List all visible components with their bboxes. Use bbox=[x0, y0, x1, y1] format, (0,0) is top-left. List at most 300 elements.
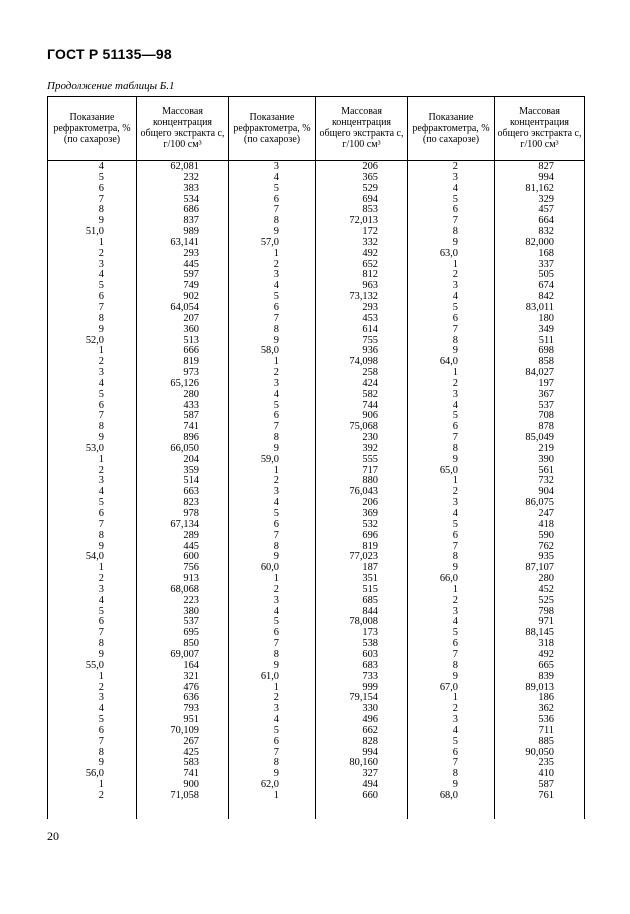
table-cell: 978 bbox=[183, 508, 199, 519]
table-cell: 2 bbox=[452, 269, 458, 281]
table-cell: 424 bbox=[362, 377, 378, 389]
table-cell: 587 bbox=[538, 779, 554, 791]
table-cell: 5 bbox=[273, 508, 279, 519]
table-cell: 58,0 bbox=[260, 345, 279, 357]
table-cell: 206 bbox=[362, 161, 378, 172]
table-cell: 9 bbox=[98, 432, 104, 444]
table-cell: 597 bbox=[183, 269, 199, 281]
table-cell: 56,0 bbox=[85, 768, 104, 780]
table-cell: 5 bbox=[452, 518, 458, 530]
table-cell: 81,162 bbox=[525, 182, 554, 194]
table-cell: 636 bbox=[183, 692, 199, 704]
table-cell: 64,054 bbox=[170, 301, 199, 313]
table-cell: 2 bbox=[98, 356, 104, 368]
table-cell: 744 bbox=[362, 399, 378, 411]
table-cell: 8 bbox=[273, 540, 279, 552]
table-cell: 819 bbox=[183, 356, 199, 368]
header-label: Показание рефрактометра, % (по сахарозе) bbox=[412, 111, 490, 145]
table-cell: 756 bbox=[183, 562, 199, 574]
table-cell: 2 bbox=[273, 475, 279, 487]
table-cell: 1 bbox=[452, 692, 458, 704]
table-cell: 4 bbox=[273, 280, 279, 292]
table-cell: 878 bbox=[538, 421, 554, 433]
table-cell: 683 bbox=[362, 659, 378, 671]
table-cell: 2 bbox=[273, 692, 279, 704]
table-cell: 600 bbox=[183, 551, 199, 563]
table-cell: 67,134 bbox=[170, 518, 199, 530]
table-cell: 583 bbox=[183, 757, 199, 769]
table-cell: 2 bbox=[273, 583, 279, 595]
table-cell: 8 bbox=[452, 659, 458, 671]
table-cell: 755 bbox=[362, 334, 378, 346]
table-cell: 1 bbox=[452, 367, 458, 379]
table-cell: 9 bbox=[273, 334, 279, 346]
table-cell: 232 bbox=[183, 171, 199, 183]
table-cell: 7 bbox=[273, 312, 279, 324]
table-cell: 494 bbox=[362, 779, 378, 791]
table-cell: 2 bbox=[98, 247, 104, 259]
table-cell: 1 bbox=[273, 247, 279, 259]
table-cell: 614 bbox=[362, 323, 378, 335]
table-cell: 289 bbox=[183, 529, 199, 541]
table-cell: 76,043 bbox=[349, 486, 378, 498]
table-cell: 267 bbox=[183, 735, 199, 747]
table-cell: 3 bbox=[98, 583, 104, 595]
table-cell: 1 bbox=[273, 464, 279, 476]
table-cell: 511 bbox=[538, 334, 554, 346]
table-cell: 666 bbox=[183, 345, 199, 357]
table-cell: 994 bbox=[362, 746, 378, 758]
table-cell: 54,0 bbox=[85, 551, 104, 563]
table-cell: 6 bbox=[452, 638, 458, 650]
table-cell: 1 bbox=[452, 258, 458, 270]
table-cell: 51,0 bbox=[85, 226, 104, 238]
table-cell: 77,023 bbox=[349, 551, 378, 563]
table-cell: 52,0 bbox=[85, 334, 104, 346]
table-cell: 971 bbox=[538, 616, 554, 628]
table-cell: 207 bbox=[183, 312, 199, 324]
table-cell: 67,0 bbox=[439, 681, 458, 693]
table-cell: 8 bbox=[273, 215, 279, 227]
table-cell: 1 bbox=[273, 573, 279, 585]
table-cell: 74,098 bbox=[349, 356, 378, 368]
table-cell: 62,081 bbox=[170, 161, 199, 172]
table-cell: 6 bbox=[98, 616, 104, 628]
table-cell: 280 bbox=[183, 388, 199, 400]
table-cell: 4 bbox=[98, 377, 104, 389]
table-cell: 3 bbox=[273, 269, 279, 281]
table-cell: 452 bbox=[538, 583, 554, 595]
table-cell: 6 bbox=[452, 746, 458, 758]
table-cell: 674 bbox=[538, 280, 554, 292]
table-cell: 4 bbox=[273, 171, 279, 183]
table-cell: 819 bbox=[362, 540, 378, 552]
table-cell: 2 bbox=[452, 594, 458, 606]
table-cell: 660 bbox=[362, 789, 378, 801]
table-cell: 476 bbox=[183, 681, 199, 693]
table-cell: 1 bbox=[452, 475, 458, 487]
table-cell: 5 bbox=[98, 388, 104, 400]
table-cell: 9 bbox=[452, 453, 458, 465]
table-cell: 1 bbox=[273, 789, 279, 801]
table-cell: 3 bbox=[98, 475, 104, 487]
column-concentration-3 bbox=[494, 162, 554, 802]
header-refractometer-3 bbox=[408, 96, 494, 160]
table-cell: 793 bbox=[183, 703, 199, 715]
table-cell: 749 bbox=[183, 280, 199, 292]
table-cell: 61,0 bbox=[260, 670, 279, 682]
table-cell: 258 bbox=[362, 367, 378, 379]
table-cell: 6 bbox=[452, 421, 458, 433]
document-header: ГОСТ Р 51135—98 bbox=[47, 46, 172, 62]
table-cell: 7 bbox=[452, 648, 458, 660]
table-cell: 3 bbox=[98, 692, 104, 704]
table-cell: 1 bbox=[98, 779, 104, 791]
table-cell: 78,008 bbox=[349, 616, 378, 628]
table-cell: 4 bbox=[98, 269, 104, 281]
table-cell: 5 bbox=[452, 735, 458, 747]
table-cell: 9 bbox=[98, 323, 104, 335]
table-cell: 9 bbox=[273, 551, 279, 563]
table-cell: 425 bbox=[183, 746, 199, 758]
table-cell: 555 bbox=[362, 453, 378, 465]
table-cell: 362 bbox=[538, 703, 554, 715]
table-cell: 696 bbox=[362, 529, 378, 541]
table-cell: 7 bbox=[452, 432, 458, 444]
table-cell: 79,154 bbox=[349, 692, 378, 704]
table-cell: 5 bbox=[98, 605, 104, 617]
column-refractometer-2 bbox=[228, 162, 279, 802]
table-cell: 206 bbox=[362, 497, 378, 509]
table-cell: 7 bbox=[452, 323, 458, 335]
table-cell: 906 bbox=[362, 410, 378, 422]
table-cell: 247 bbox=[538, 508, 554, 519]
header-label: Массовая концентрация общего экстракта c, г/100 см³ bbox=[497, 106, 582, 150]
table-cell: 8 bbox=[98, 312, 104, 324]
table-cell: 761 bbox=[538, 789, 554, 801]
table-cell: 561 bbox=[538, 464, 554, 476]
table-cell: 7 bbox=[98, 301, 104, 313]
table-cell: 88,145 bbox=[525, 627, 554, 639]
table-cell: 457 bbox=[538, 204, 554, 216]
table-cell: 4 bbox=[452, 616, 458, 628]
table-cell: 280 bbox=[538, 573, 554, 585]
table-cell: 3 bbox=[273, 486, 279, 498]
table-cell: 3 bbox=[452, 497, 458, 509]
table-cell: 8 bbox=[98, 204, 104, 216]
table-cell: 3 bbox=[98, 258, 104, 270]
table-cell: 3 bbox=[273, 161, 279, 172]
table-cell: 6 bbox=[98, 182, 104, 194]
header-label: Массовая концентрация общего экстракта c, г/100 см³ bbox=[140, 106, 225, 150]
table-cell: 902 bbox=[183, 291, 199, 303]
table-cell: 90,050 bbox=[525, 746, 554, 758]
table-cell: 850 bbox=[183, 638, 199, 650]
table-cell: 514 bbox=[183, 475, 199, 487]
table-cell: 4 bbox=[273, 714, 279, 726]
table-cell: 85,049 bbox=[525, 432, 554, 444]
table-cell: 587 bbox=[183, 410, 199, 422]
table-cell: 4 bbox=[98, 161, 104, 172]
table-cell: 8 bbox=[452, 226, 458, 238]
table-cell: 4 bbox=[273, 497, 279, 509]
table-cell: 75,068 bbox=[349, 421, 378, 433]
table-cell: 7 bbox=[98, 627, 104, 639]
table-cell: 951 bbox=[183, 714, 199, 726]
table-cell: 6 bbox=[98, 399, 104, 411]
table-cell: 9 bbox=[273, 659, 279, 671]
table-cell: 695 bbox=[183, 627, 199, 639]
table-cell: 4 bbox=[98, 486, 104, 498]
table-cell: 694 bbox=[362, 193, 378, 205]
table-cell: 8 bbox=[273, 648, 279, 660]
table-cell: 9 bbox=[98, 215, 104, 227]
table-cell: 332 bbox=[362, 236, 378, 248]
table-cell: 9 bbox=[98, 540, 104, 552]
table-cell: 59,0 bbox=[260, 453, 279, 465]
table-cell: 827 bbox=[538, 161, 554, 172]
table-cell: 537 bbox=[538, 399, 554, 411]
table-cell: 187 bbox=[362, 562, 378, 574]
table-cell: 6 bbox=[273, 301, 279, 313]
table-cell: 4 bbox=[98, 594, 104, 606]
table-cell: 173 bbox=[362, 627, 378, 639]
table-cell: 762 bbox=[538, 540, 554, 552]
header-concentration-2 bbox=[316, 96, 407, 160]
table-cell: 994 bbox=[538, 171, 554, 183]
table-cell: 1 bbox=[98, 562, 104, 574]
table-cell: 842 bbox=[538, 291, 554, 303]
table-cell: 8 bbox=[98, 746, 104, 758]
table-cell: 369 bbox=[362, 508, 378, 519]
table-cell: 4 bbox=[452, 182, 458, 194]
table-cell: 5 bbox=[98, 714, 104, 726]
table-cell: 318 bbox=[538, 638, 554, 650]
header-label: Массовая концентрация общего экстракта c, г/100 см³ bbox=[319, 106, 404, 150]
table-cell: 223 bbox=[183, 594, 199, 606]
table-cell: 8 bbox=[273, 432, 279, 444]
table-cell: 5 bbox=[98, 497, 104, 509]
table-cell: 86,075 bbox=[525, 497, 554, 509]
table-cell: 392 bbox=[362, 442, 378, 454]
table-cell: 973 bbox=[183, 367, 199, 379]
table-cell: 8 bbox=[98, 421, 104, 433]
table-cell: 60,0 bbox=[260, 562, 279, 574]
table-cell: 9 bbox=[452, 562, 458, 574]
table-cell: 293 bbox=[362, 301, 378, 313]
table-cell: 3 bbox=[452, 171, 458, 183]
table-cell: 5 bbox=[98, 280, 104, 292]
table-cell: 7 bbox=[273, 421, 279, 433]
column-refractometer-3 bbox=[407, 162, 458, 802]
table-cell: 87,107 bbox=[525, 562, 554, 574]
table-cell: 698 bbox=[538, 345, 554, 357]
table-cell: 663 bbox=[183, 486, 199, 498]
table-cell: 844 bbox=[362, 605, 378, 617]
table-cell: 365 bbox=[362, 171, 378, 183]
column-concentration-1 bbox=[136, 162, 199, 802]
table-cell: 186 bbox=[538, 692, 554, 704]
table-cell: 9 bbox=[98, 757, 104, 769]
table-cell: 55,0 bbox=[85, 659, 104, 671]
table-cell: 741 bbox=[183, 768, 199, 780]
header-label: Показание рефрактометра, % (по сахарозе) bbox=[233, 111, 311, 145]
table-cell: 664 bbox=[538, 215, 554, 227]
table-cell: 7 bbox=[273, 529, 279, 541]
table-cell: 68,068 bbox=[170, 583, 199, 595]
table-cell: 496 bbox=[362, 714, 378, 726]
table-cell: 492 bbox=[538, 648, 554, 660]
table-cell: 525 bbox=[538, 594, 554, 606]
table-cell: 65,126 bbox=[170, 377, 199, 389]
table-cell: 590 bbox=[538, 529, 554, 541]
table-cell: 8 bbox=[452, 334, 458, 346]
table-cell: 5 bbox=[273, 616, 279, 628]
table-cell: 6 bbox=[98, 508, 104, 519]
table-cell: 885 bbox=[538, 735, 554, 747]
table-cell: 9 bbox=[452, 670, 458, 682]
table-cell: 9 bbox=[98, 648, 104, 660]
table-cell: 3 bbox=[273, 703, 279, 715]
table-cell: 812 bbox=[362, 269, 378, 281]
table-cell: 4 bbox=[452, 724, 458, 736]
table-cell: 180 bbox=[538, 312, 554, 324]
table-cell: 349 bbox=[538, 323, 554, 335]
table-cell: 204 bbox=[183, 453, 199, 465]
table-cell: 603 bbox=[362, 648, 378, 660]
table-cell: 359 bbox=[183, 464, 199, 476]
table-cell: 57,0 bbox=[260, 236, 279, 248]
table-cell: 9 bbox=[452, 779, 458, 791]
table-cell: 5 bbox=[452, 193, 458, 205]
table-cell: 685 bbox=[362, 594, 378, 606]
table-cell: 935 bbox=[538, 551, 554, 563]
table-cell: 1 bbox=[98, 453, 104, 465]
table-cell: 839 bbox=[538, 670, 554, 682]
table-cell: 330 bbox=[362, 703, 378, 715]
table-cell: 5 bbox=[452, 301, 458, 313]
table-cell: 6 bbox=[452, 312, 458, 324]
table-cell: 2 bbox=[98, 573, 104, 585]
table-cell: 515 bbox=[362, 583, 378, 595]
table-cell: 9 bbox=[273, 442, 279, 454]
table-cell: 5 bbox=[273, 399, 279, 411]
table-cell: 534 bbox=[183, 193, 199, 205]
table-cell: 662 bbox=[362, 724, 378, 736]
table-cell: 5 bbox=[273, 182, 279, 194]
table-cell: 732 bbox=[538, 475, 554, 487]
col-border bbox=[584, 96, 585, 819]
table-cell: 1 bbox=[98, 345, 104, 357]
table-cell: 7 bbox=[273, 638, 279, 650]
table-cell: 513 bbox=[183, 334, 199, 346]
table-cell: 708 bbox=[538, 410, 554, 422]
table-cell: 445 bbox=[183, 540, 199, 552]
table-cell: 72,013 bbox=[349, 215, 378, 227]
table-cell: 7 bbox=[98, 518, 104, 530]
table-cell: 913 bbox=[183, 573, 199, 585]
table-cell: 2 bbox=[98, 464, 104, 476]
table-cell: 390 bbox=[538, 453, 554, 465]
table-cell: 327 bbox=[362, 768, 378, 780]
table-cell: 7 bbox=[452, 215, 458, 227]
table-cell: 5 bbox=[273, 724, 279, 736]
table-cell: 68,0 bbox=[439, 789, 458, 801]
table-cell: 62,0 bbox=[260, 779, 279, 791]
table-cell: 453 bbox=[362, 312, 378, 324]
table-cell: 999 bbox=[362, 681, 378, 693]
table-cell: 880 bbox=[362, 475, 378, 487]
table-cell: 433 bbox=[183, 399, 199, 411]
table-cell: 823 bbox=[183, 497, 199, 509]
table-cell: 2 bbox=[98, 789, 104, 801]
table-cell: 6 bbox=[273, 518, 279, 530]
table-cell: 1 bbox=[273, 681, 279, 693]
table-cell: 2 bbox=[452, 161, 458, 172]
table-cell: 63,141 bbox=[170, 236, 199, 248]
table-cell: 3 bbox=[98, 367, 104, 379]
table-cell: 4 bbox=[273, 388, 279, 400]
table-cell: 383 bbox=[183, 182, 199, 194]
table-cell: 9 bbox=[273, 226, 279, 238]
table-cell: 168 bbox=[538, 247, 554, 259]
table-cell: 896 bbox=[183, 432, 199, 444]
table-cell: 418 bbox=[538, 518, 554, 530]
table-cell: 8 bbox=[452, 768, 458, 780]
table-cell: 6 bbox=[452, 529, 458, 541]
table-cell: 652 bbox=[362, 258, 378, 270]
table-cell: 6 bbox=[273, 735, 279, 747]
table-cell: 537 bbox=[183, 616, 199, 628]
table-cell: 798 bbox=[538, 605, 554, 617]
table-cell: 83,011 bbox=[525, 301, 554, 313]
table-cell: 293 bbox=[183, 247, 199, 259]
table-cell: 82,000 bbox=[525, 236, 554, 248]
table-cell: 6 bbox=[98, 724, 104, 736]
table-cell: 64,0 bbox=[439, 356, 458, 368]
table-cell: 4 bbox=[452, 508, 458, 519]
table-cell: 380 bbox=[183, 605, 199, 617]
table-cell: 3 bbox=[452, 605, 458, 617]
table-cell: 71,058 bbox=[170, 789, 199, 801]
table-cell: 2 bbox=[452, 377, 458, 389]
table-cell: 6 bbox=[452, 204, 458, 216]
table-cell: 858 bbox=[538, 356, 554, 368]
table-cell: 837 bbox=[183, 215, 199, 227]
table-cell: 7 bbox=[273, 204, 279, 216]
header-concentration-3 bbox=[495, 96, 584, 160]
table-cell: 1 bbox=[98, 236, 104, 248]
table-cell: 66,0 bbox=[439, 573, 458, 585]
table-cell: 367 bbox=[538, 388, 554, 400]
table-cell: 235 bbox=[538, 757, 554, 769]
table-cell: 65,0 bbox=[439, 464, 458, 476]
table-cell: 5 bbox=[273, 291, 279, 303]
table-cell: 828 bbox=[362, 735, 378, 747]
table-cell: 5 bbox=[98, 171, 104, 183]
table-cell: 7 bbox=[273, 746, 279, 758]
table-cell: 1 bbox=[452, 583, 458, 595]
table-cell: 80,160 bbox=[349, 757, 378, 769]
table-cell: 6 bbox=[273, 193, 279, 205]
table-cell: 8 bbox=[452, 551, 458, 563]
header-refractometer-2 bbox=[229, 96, 315, 160]
header-concentration-1 bbox=[137, 96, 228, 160]
table-cell: 853 bbox=[362, 204, 378, 216]
column-concentration-2 bbox=[315, 162, 378, 802]
table-cell: 329 bbox=[538, 193, 554, 205]
table-cell: 492 bbox=[362, 247, 378, 259]
